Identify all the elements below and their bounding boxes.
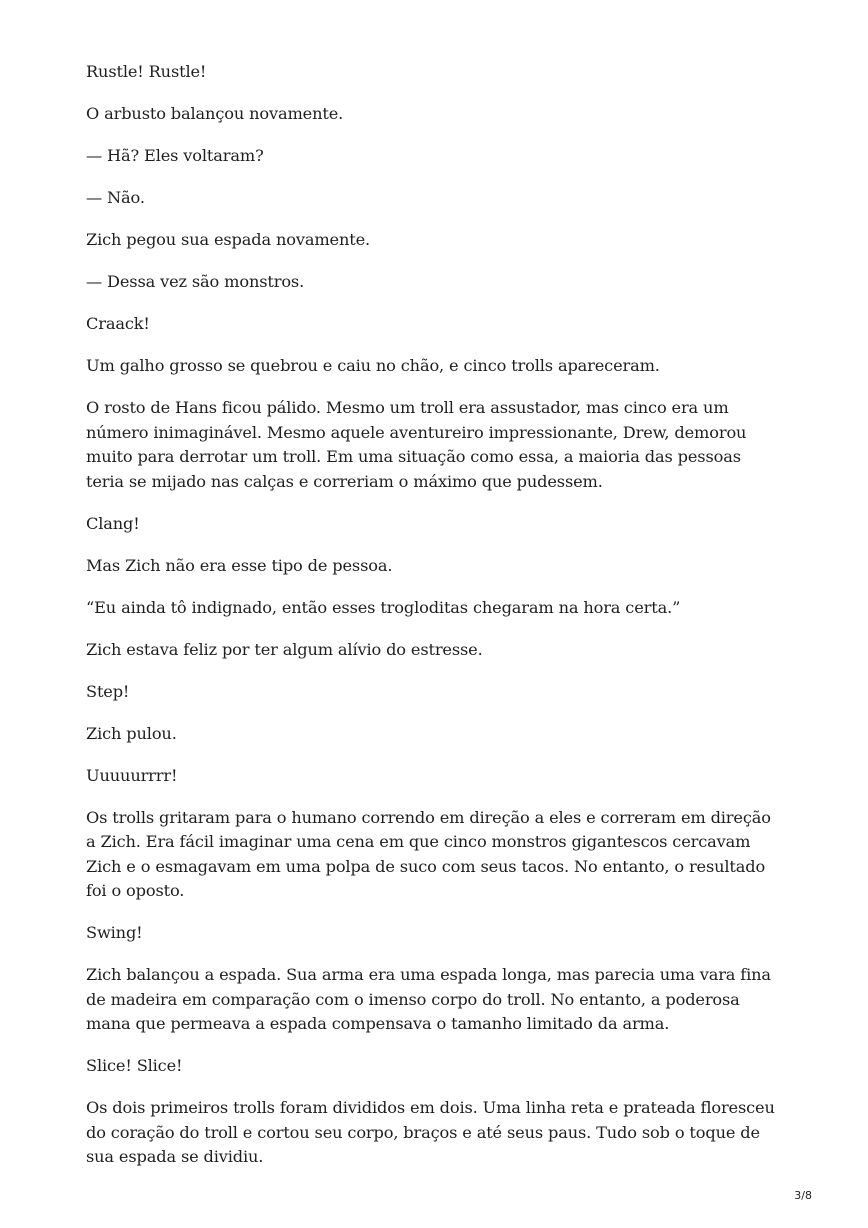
document-page [86,60,776,1187]
paragraph: O arbusto balançou novamente. [86,104,344,123]
paragraph: Um galho grosso se quebrou e caiu no chão, e cinco trolls apareceram. [86,356,660,375]
paragraph: — Hã? Eles voltaram? [86,146,264,165]
paragraph: Swing! [86,923,143,942]
paragraph: Slice! Slice! [86,1056,183,1075]
paragraph: O rosto de Hans ficou pálido. Mesmo um troll era assustador, mas cinco era um número inimaginável. Mesmo aquele aventureiro impressionante, Drew, demorou muito para derrotar um troll. Em uma situação como essa, a maioria das pessoas teria se mijado nas calças e correriam o máximo que pudessem. [86,398,747,491]
paragraph: Rustle! Rustle! [86,62,207,81]
paragraph: Zich balançou a espada. Sua arma era uma espada longa, mas parecia uma vara fina de madeira em comparação com o imenso corpo do troll. No entanto, a poderosa mana que permeava a espada compensava o tamanho limitado da arma. [86,965,771,1033]
paragraph: Uuuuurrrr! [86,765,178,785]
paragraph: “Eu ainda tô indignado, então esses trogloditas chegaram na hora certa.” [86,597,681,617]
paragraph: Zich estava feliz por ter algum alívio do estresse. [86,639,483,659]
paragraph: — Dessa vez são monstros. [86,272,305,291]
paragraph: Clang! [86,513,140,533]
paragraph: Craack! [86,314,150,333]
paragraph: Os trolls gritaram para o humano correndo em direção a eles e correram em direção a Zich. Era fácil imaginar uma cena em que cinco monstros gigantescos cercavam Zich e o esmagavam em uma polpa de suco com seus tacos. No entanto, o resultado foi o oposto. [86,807,771,900]
paragraph: Mas Zich não era esse tipo de pessoa. [86,555,393,575]
page-number: 3/8 [794,1189,812,1202]
paragraph: Os dois primeiros trolls foram divididos em dois. Uma linha reta e prateada floresceu do coração do troll e cortou seu corpo, braços e até seus paus. Tudo sob o toque de sua espada se dividiu. [86,1098,775,1166]
paragraph: Step! [86,681,130,701]
paragraph: — Não. [86,188,145,207]
paragraph: Zich pulou. [86,723,177,743]
paragraph: Zich pegou sua espada novamente. [86,230,371,249]
